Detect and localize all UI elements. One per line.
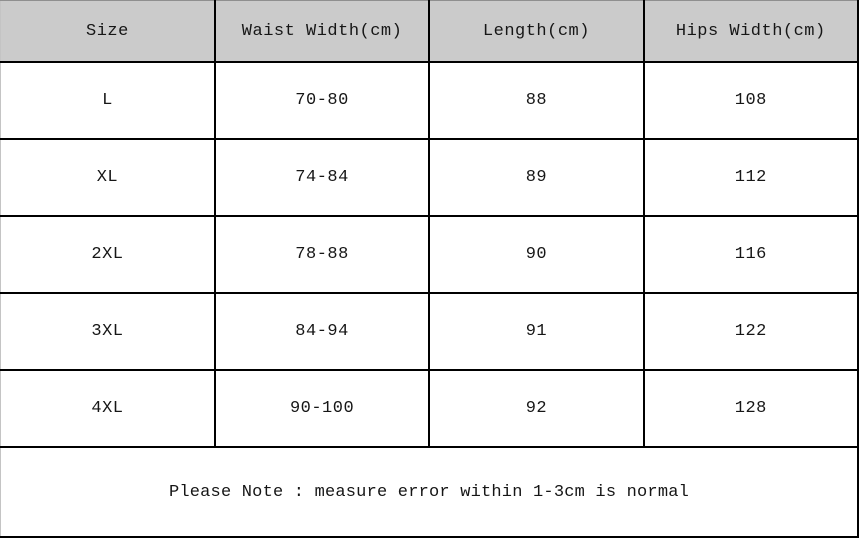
measure-note: Please Note : measure error within 1-3cm is normal: [1, 447, 859, 537]
waist-cell: 70-80: [215, 62, 429, 139]
size-cell: L: [1, 62, 215, 139]
table-row-xl: [1, 139, 859, 216]
column-header-size: Size: [1, 1, 215, 63]
waist-cell: 84-94: [215, 293, 429, 370]
table-row-3xl: [1, 293, 859, 370]
waist-cell: 78-88: [215, 216, 429, 293]
table-row-l: [1, 62, 859, 139]
header-row: [1, 1, 859, 63]
size-cell: 3XL: [1, 293, 215, 370]
waist-cell: 90-100: [215, 370, 429, 447]
note-row: [1, 447, 859, 537]
size-cell: XL: [1, 139, 215, 216]
size-cell: 4XL: [1, 370, 215, 447]
length-cell: 91: [429, 293, 643, 370]
size-cell: 2XL: [1, 216, 215, 293]
hips-cell: 122: [644, 293, 858, 370]
column-header-length: Length(cm): [429, 1, 643, 63]
length-cell: 88: [429, 62, 643, 139]
length-cell: 92: [429, 370, 643, 447]
column-header-hips: Hips Width(cm): [644, 1, 858, 63]
column-header-waist: Waist Width(cm): [215, 1, 429, 63]
length-cell: 90: [429, 216, 643, 293]
hips-cell: 128: [644, 370, 858, 447]
waist-cell: 74-84: [215, 139, 429, 216]
hips-cell: 112: [644, 139, 858, 216]
size-chart-header: [1, 1, 859, 63]
table-row-4xl: [1, 370, 859, 447]
hips-cell: 116: [644, 216, 858, 293]
length-cell: 89: [429, 139, 643, 216]
size-chart-body: [1, 62, 859, 537]
table-row-2xl: [1, 216, 859, 293]
hips-cell: 108: [644, 62, 858, 139]
